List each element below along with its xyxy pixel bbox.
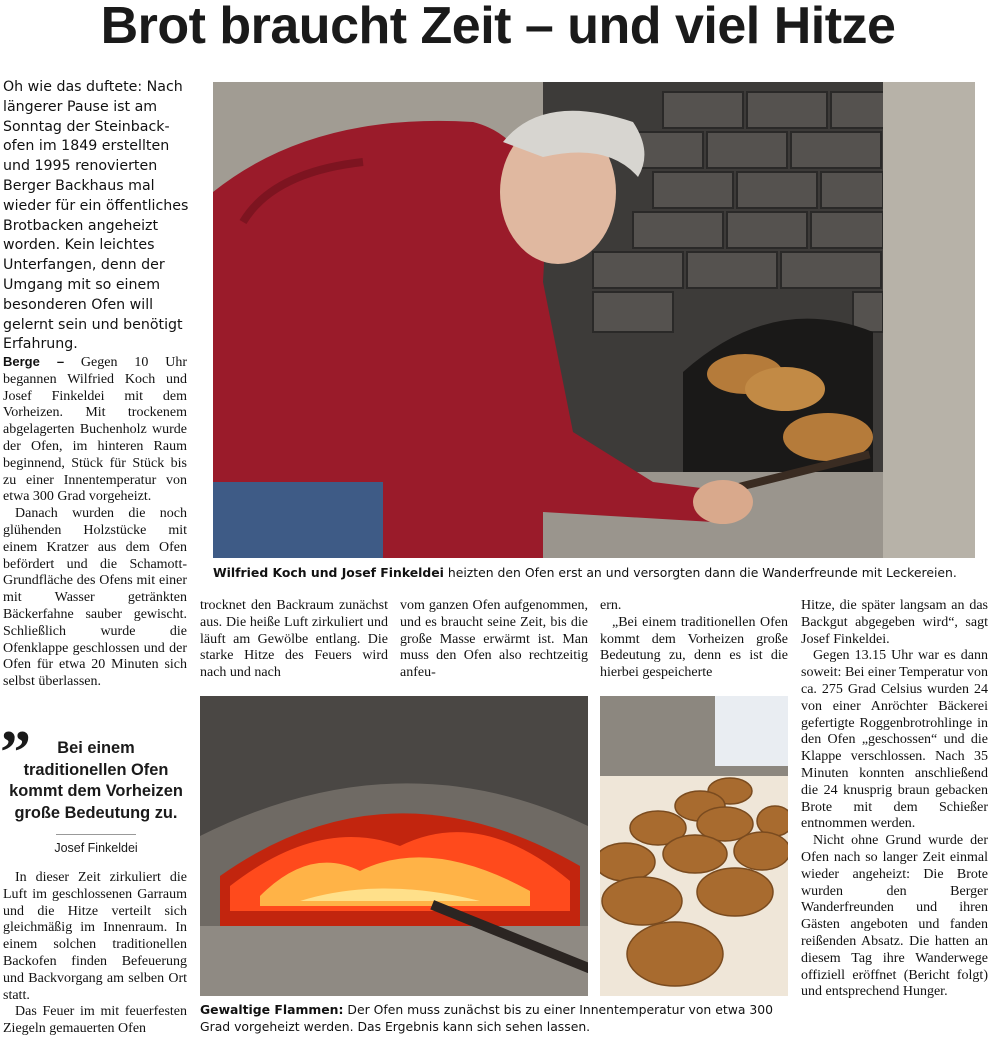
paragraph: trocknet den Backraum zunächst aus. Die heiße Luft zirkuliert und läuft am Gewölbe entlang. Die starke Hitze des Feuers wird nach und nach bbox=[200, 598, 388, 681]
quote-mark-icon: ” bbox=[0, 719, 31, 787]
paragraph: Danach wurden die noch glühenden Holzstücke mit einem Kratzer aus dem Ofen befördert und die Schamott-Grundfläche des Ofens mit einer mit Wasser getränkten Bäckerfahne sauber gewischt. Schließlich wurde die Ofenklappe geschlossen und der Ofen für etwa 20 Minuten sich selbst überlassen. bbox=[3, 506, 187, 690]
paragraph: „Bei einem traditionellen Ofen kommt dem Vorheizen große Bedeutung zu, denn es ist die hierbei gespeicherte bbox=[600, 614, 788, 681]
article-column-1-continued bbox=[3, 870, 187, 1038]
dateline: Berge – bbox=[3, 354, 65, 369]
article-column-1 bbox=[3, 354, 187, 691]
paragraph: Gegen 13.15 Uhr war es dann soweit: Bei einer Temperatur von ca. 275 Grad Celsius wurden 24 von einer Anröchter Bäckerei gefertigte Roggenbrotrohlinge in den Ofen „geschossen“ und die Klappe verschlossen. Nach 35 Minuten konnten anschließend die 24 knusprig braun gebacken Brote mit dem Schießer entnommen werden. bbox=[801, 648, 988, 832]
divider bbox=[56, 834, 136, 835]
paragraph: ern. bbox=[600, 598, 622, 613]
baker-illustration bbox=[213, 82, 975, 558]
breads-illustration bbox=[600, 696, 788, 996]
photo-oven-flames bbox=[200, 696, 588, 996]
pull-quote: Bei einem traditionellen Ofen kommt dem Vorheizen große Bedeutung zu. bbox=[9, 739, 183, 822]
photo-caption-top: Wilfried Koch und Josef Finkeldei heizten den Ofen erst an und versorgten dann die Wanderfreunde mit Leckereien. bbox=[213, 565, 957, 580]
headline: Brot braucht Zeit – und viel Hitze bbox=[100, 0, 896, 55]
article-column-4 bbox=[600, 598, 788, 682]
paragraph: Berge – Gegen 10 Uhr begannen Wilfried Koch und Josef Finkeldei mit dem Vorheizen. Mit trockenem abgelagerten Buchenholz wurde der Ofen, im hinteren Raum beginnend, Stück für Stück bis zu einer Innentemperatur von etwa 300 Grad vorgeheizt. bbox=[3, 354, 187, 505]
photo-baked-breads bbox=[600, 696, 788, 996]
paragraph: Das Feuer im mit feuerfesten Ziegeln gemauerten Ofen bbox=[3, 1004, 187, 1037]
lead-paragraph: Oh wie das duftete: Nach längerer Pause ist am Sonntag der Steinbackofen im 1849 erstellten und 1995 renovierten Berger Backhaus mal wieder für ein öffentliches Brotbacken angeheizt worden. Kein leichtes Unterfangen, denn der Umgang mit so einem besonderen Ofen will gelernt sein und benötigt Erfahrung. bbox=[3, 79, 189, 353]
caption-bold: Wilfried Koch und Josef Finkeldei bbox=[213, 565, 444, 580]
article-column-2 bbox=[200, 598, 388, 682]
paragraph: Nicht ohne Grund wurde der Ofen nach so langer Zeit einmal wieder angeheizt: Die Brote wurden den Berger Wanderfreunden und ihren Gästen angeboten und fanden reißenden Absatz. Die hatten an diesem Tag ihre Wanderwege offiziell eröffnet (Bericht folgt) und entsprechend Hunger. bbox=[801, 833, 988, 1000]
article-column-5 bbox=[801, 598, 988, 1001]
paragraph: vom ganzen Ofen aufgenommen, und es braucht seine Zeit, bis die große Masse erwärmt ist. Man muss den Ofen also rechtzeitig anfeu- bbox=[400, 598, 588, 681]
flames-illustration bbox=[200, 696, 588, 996]
paragraph: In dieser Zeit zirkuliert die Luft im geschlossenen Garraum und die Hitze verteilt sich gleichmäßig im Innenraum. In einem solchen traditionellen Backofen finden Befeuerung und Backvorgang am selben Ort statt. bbox=[3, 870, 187, 1003]
paragraph: Hitze, die später langsam an das Backgut abgegeben wird“, sagt Josef Finkeldei. bbox=[801, 598, 988, 647]
photo-baker-at-oven bbox=[213, 82, 975, 558]
quote-author: Josef Finkeldei bbox=[54, 841, 138, 855]
article-column-3 bbox=[400, 598, 588, 682]
caption-bold: Gewaltige Flammen: bbox=[200, 1002, 344, 1017]
photo-caption-bottom: Gewaltige Flammen: Der Ofen muss zunächst bis zu einer Innentemperatur von etwa 300 Grad vorgeheizt werden. Das Ergebnis kann sich sehen lassen. bbox=[200, 1002, 774, 1034]
